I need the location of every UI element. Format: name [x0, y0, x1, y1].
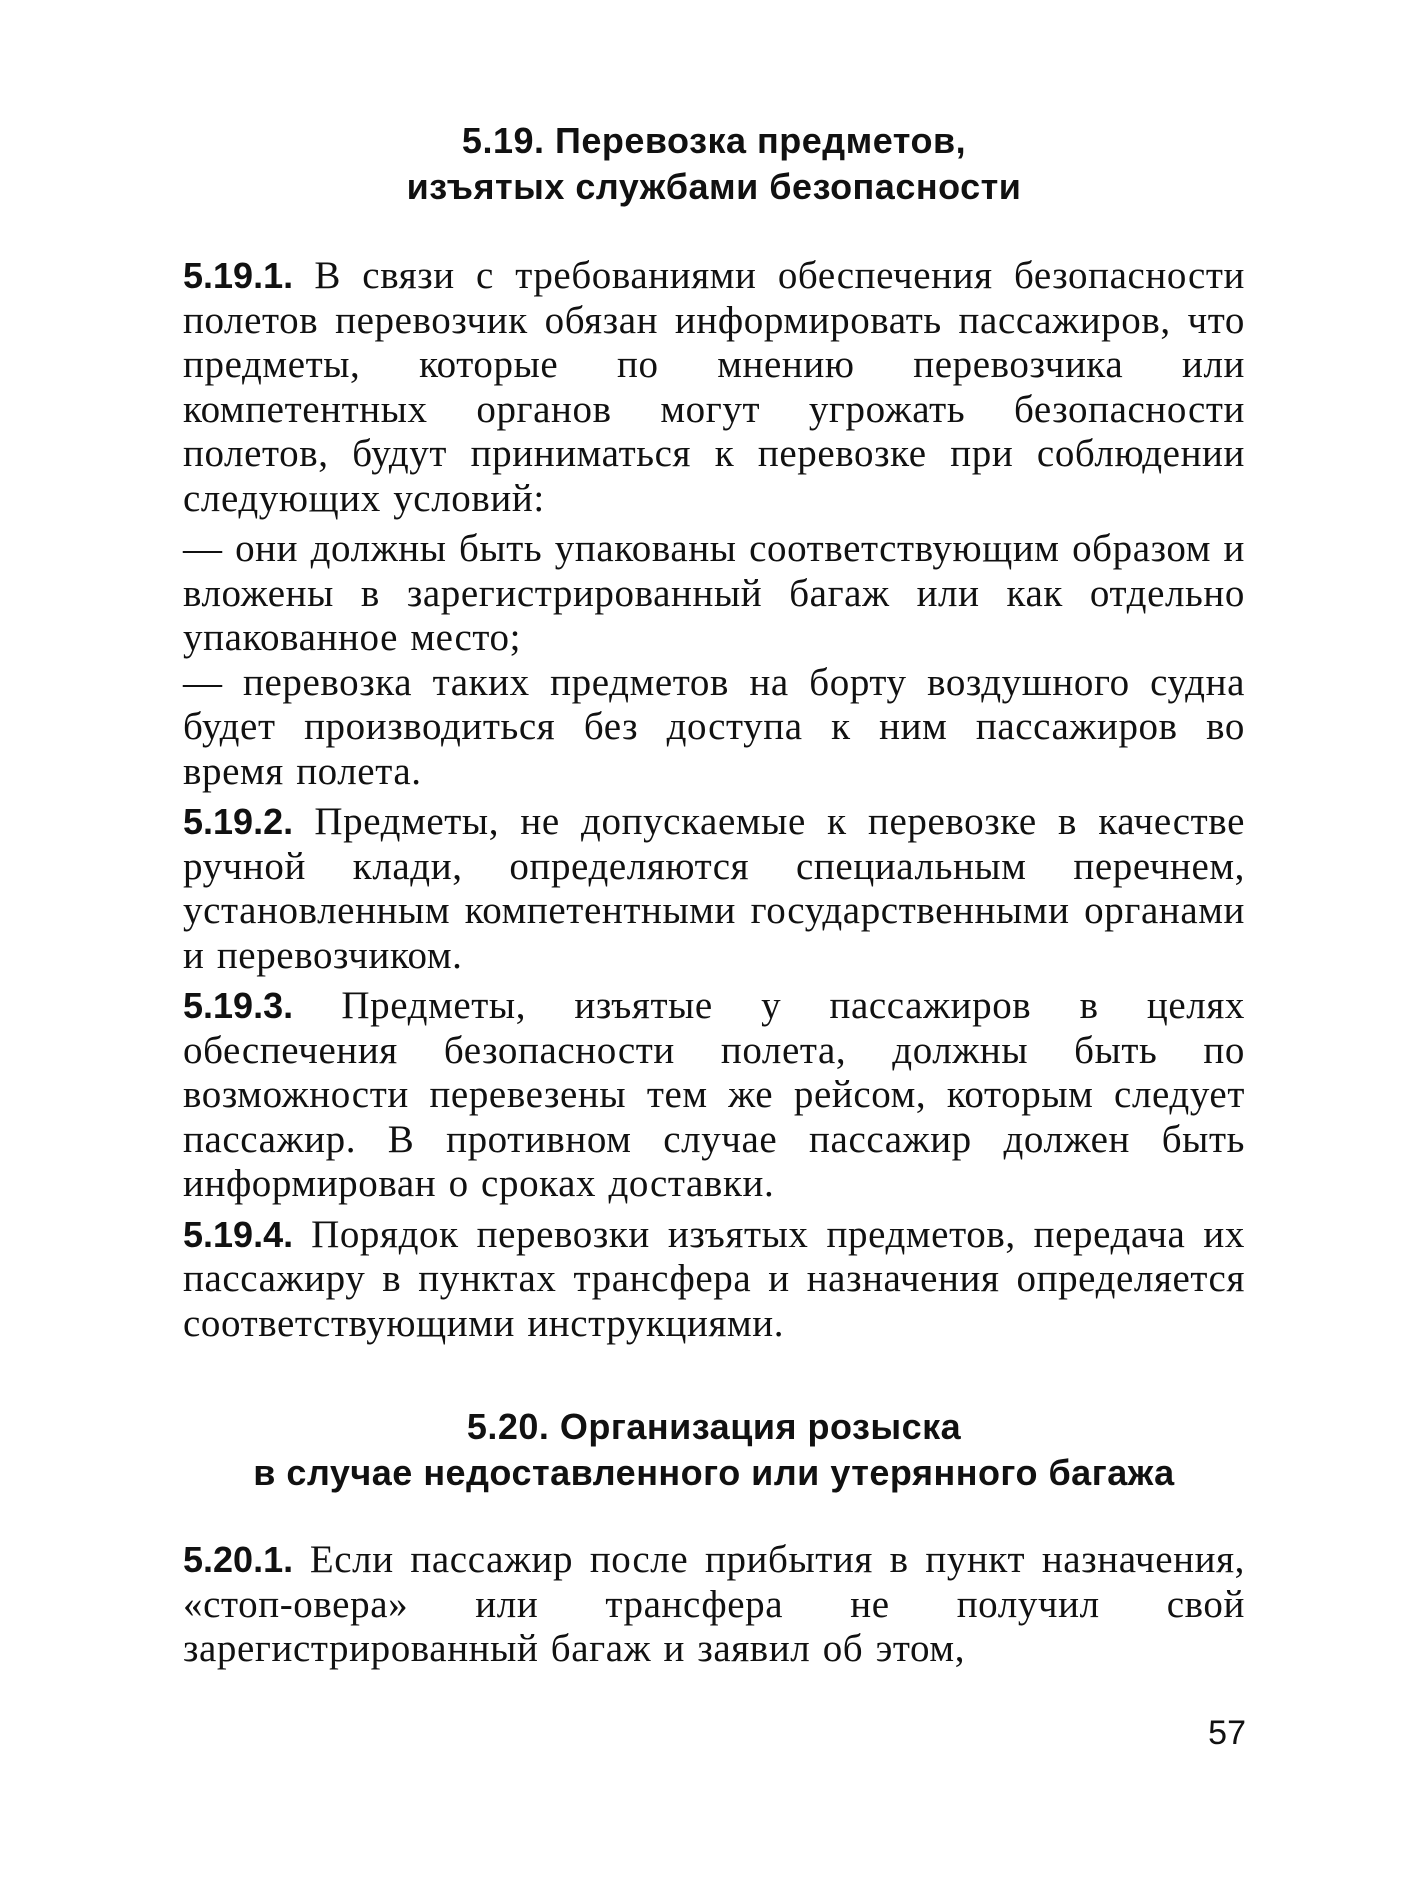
- list-item: — они должны быть упакованы соответствующим образом и вложены в зарегистрированный багаж или как отдельно упакованное место;: [183, 527, 1245, 659]
- section-5-19-title: [183, 118, 1245, 210]
- paragraph-5-19-2: [183, 800, 1245, 978]
- paragraph-text: Порядок перевозки изъятых предметов, передача их пассажиру в пунктах трансфера и назначения определяется соответствующими инструкциями.: [183, 1212, 1245, 1345]
- page-number: 57: [1208, 1714, 1246, 1752]
- paragraph-number: 5.20.1.: [183, 1539, 294, 1580]
- paragraph-5-20-1: [183, 1538, 1245, 1672]
- section-title-line: в случае недоставленного или утерянного багажа: [253, 1452, 1175, 1493]
- paragraph-text: Предметы, изъятые у пассажиров в целях обеспечения безопасности полета, должны быть по возможности перевезены тем же рейсом, которым следует пассажир. В противном случае пассажир должен быть информирован о сроках доставки.: [183, 984, 1245, 1205]
- paragraph-text: Предметы, не допускаемые к перевозке в качестве ручной клади, определяются специальным перечнем, установленным компетентными государственными органами и перевозчиком.: [183, 800, 1245, 977]
- section-5-20-title: [183, 1404, 1245, 1496]
- section-title-line: изъятых службами безопасности: [406, 166, 1022, 207]
- list-item: — перевозка таких предметов на борту воздушного судна будет производиться без доступа к ним пассажиров во время полета.: [183, 660, 1245, 793]
- paragraph-number: 5.19.2.: [183, 801, 294, 842]
- book-page: [183, 118, 1245, 1678]
- paragraph-5-19-1: [183, 254, 1245, 521]
- section-title-line: 5.20. Организация розыска: [466, 1406, 962, 1447]
- paragraph-5-19-4: [183, 1213, 1245, 1347]
- paragraph-number: 5.19.1.: [183, 255, 294, 296]
- paragraph-text: Если пассажир после прибытия в пункт назначения, «стоп-овера» или трансфера не получил свой зарегистрированный багаж и заявил об этом,: [183, 1538, 1245, 1670]
- paragraph-5-19-3: [183, 984, 1245, 1207]
- paragraph-number: 5.19.3.: [183, 985, 294, 1026]
- section-title-line: 5.19. Перевозка предметов,: [461, 120, 967, 161]
- paragraph-text: В связи с требованиями обеспечения безопасности полетов перевозчик обязан информировать пассажиров, что предметы, которые по мнению перевозчика или компетентных органов могут угрожать безопасности полетов, будут приниматься к перевозке при соблюдении следующих условий:: [183, 254, 1245, 520]
- paragraph-number: 5.19.4.: [183, 1213, 294, 1255]
